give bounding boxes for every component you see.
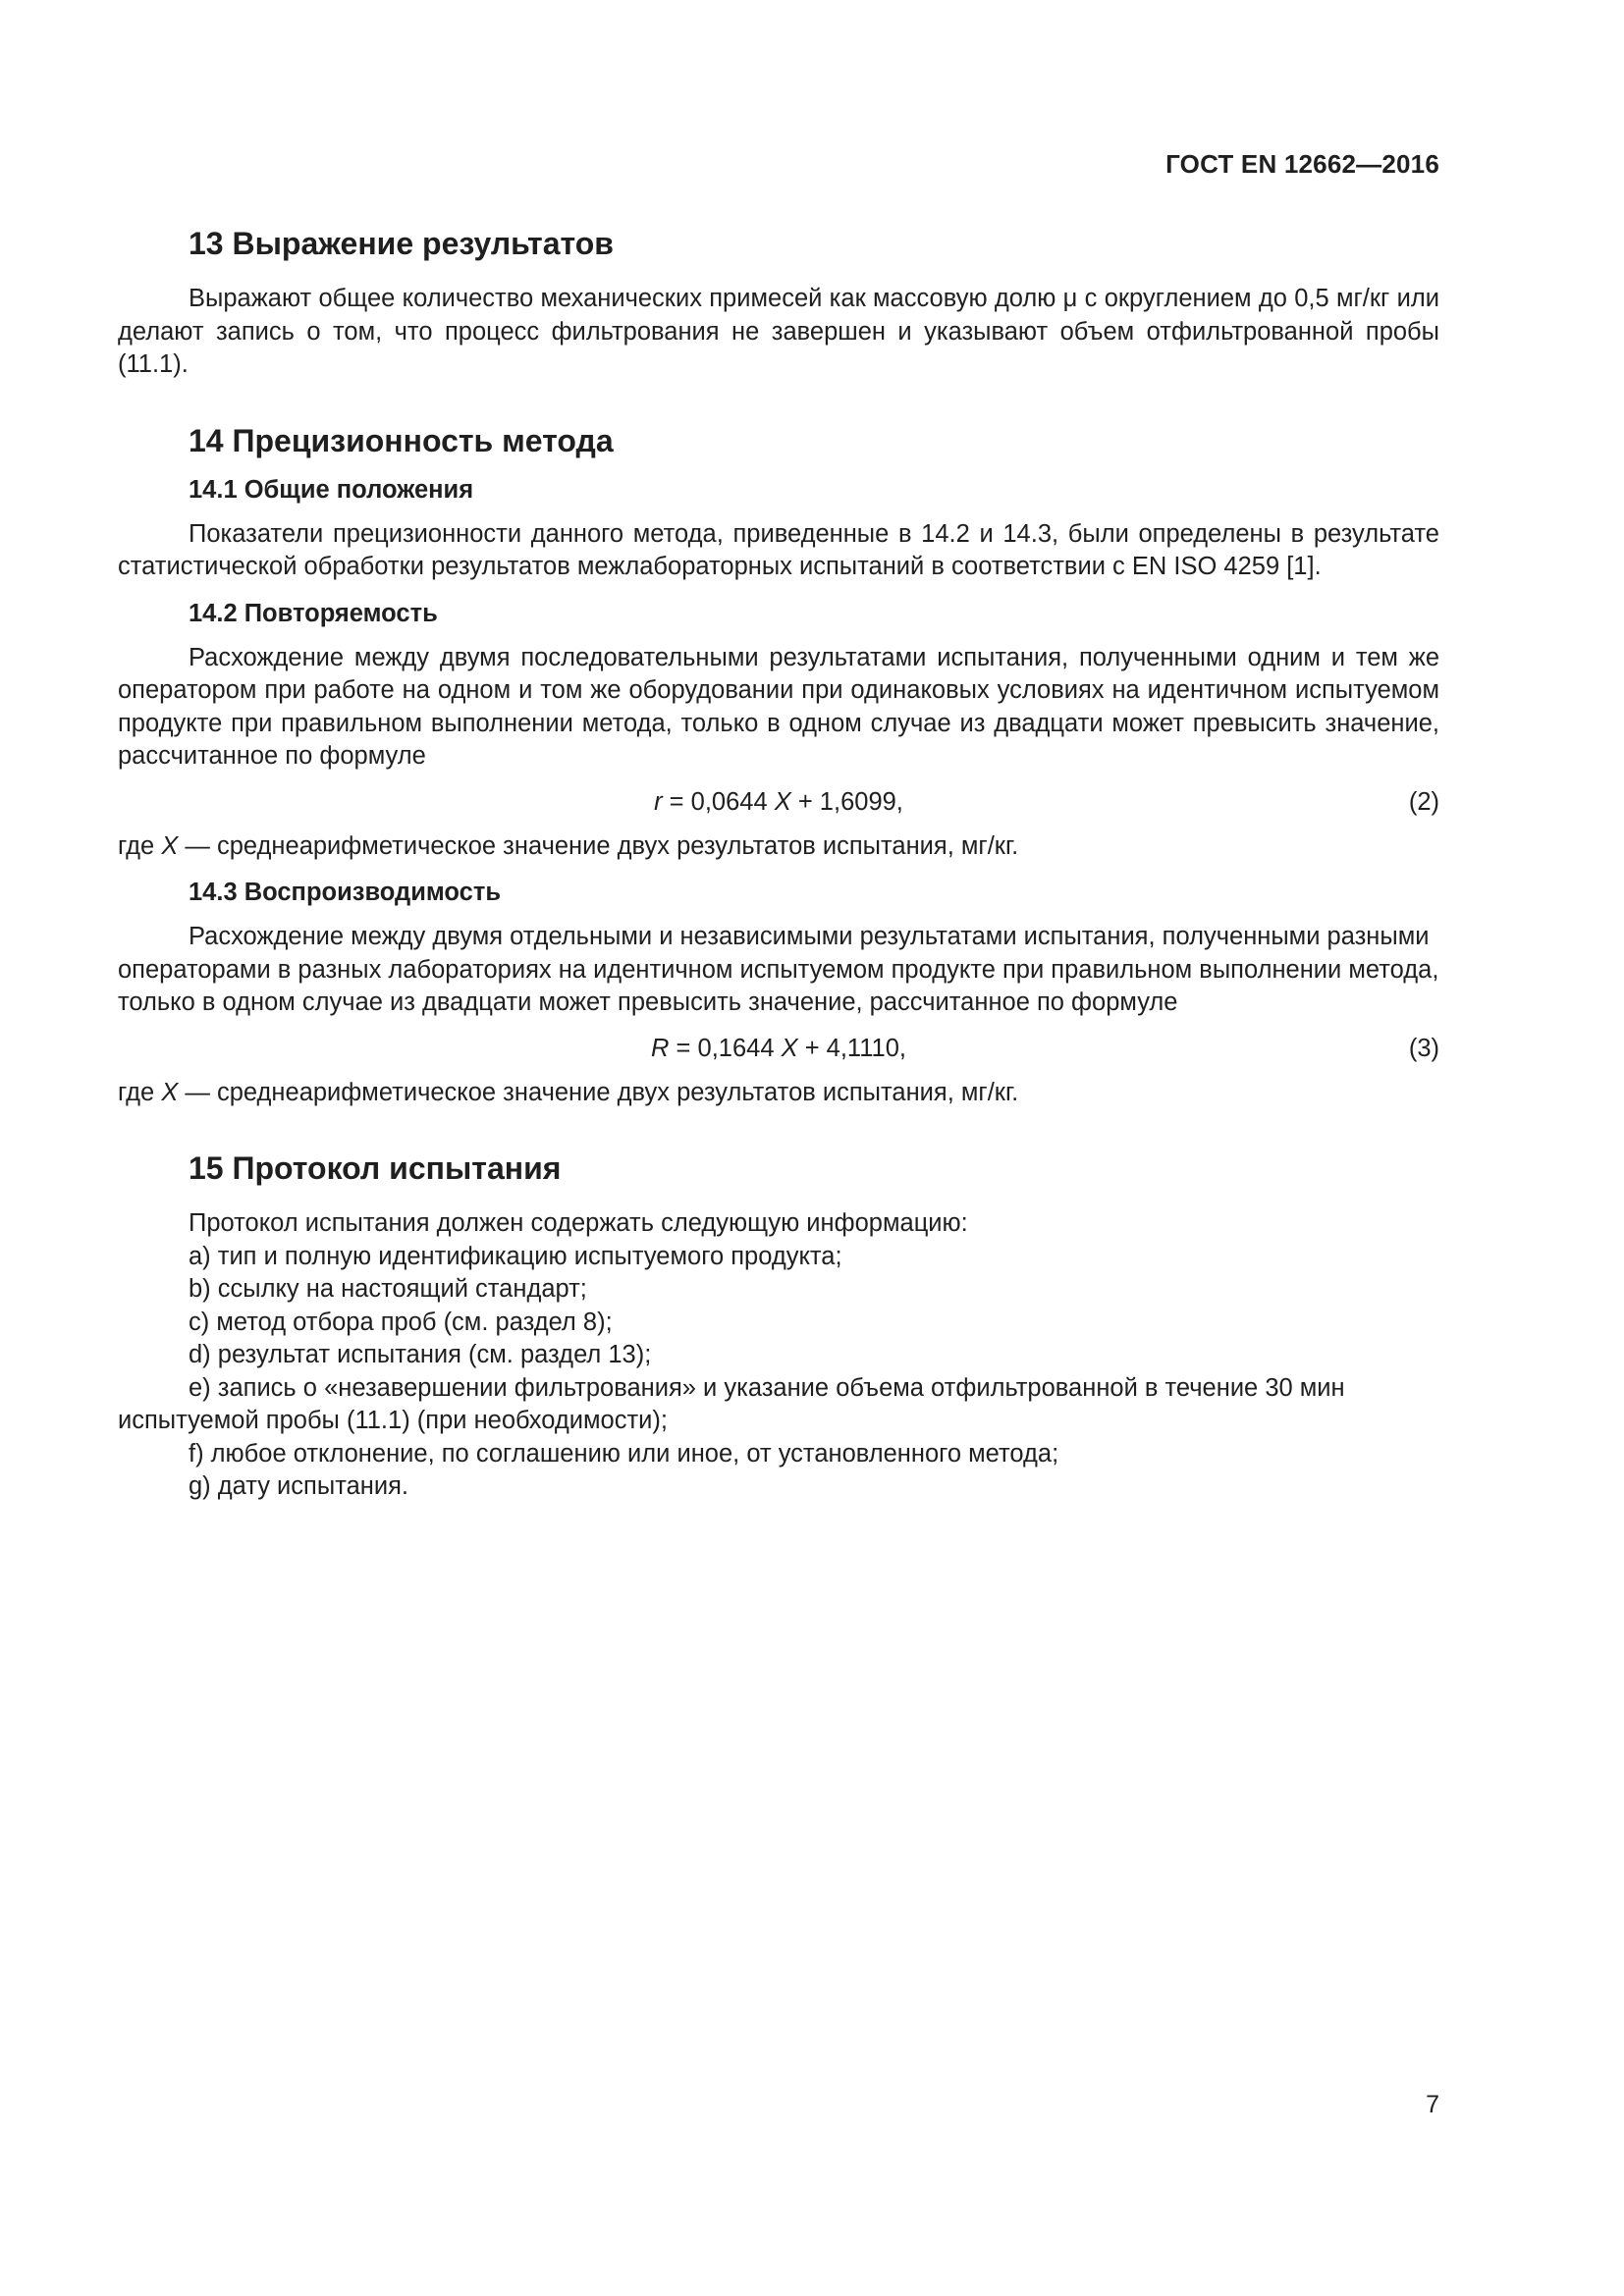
formula-reproducibility	[118, 1032, 1439, 1065]
section-14-heading: 14 Прецизионность метода	[189, 422, 614, 458]
list-item: a) тип и полную идентификацию испытуемого продукта;	[189, 1242, 842, 1270]
formula-repeatability	[118, 785, 1439, 819]
formula-where-clause: где X — среднеарифметическое значение двух результатов испытания, мг/кг.	[118, 1078, 1019, 1106]
list-item: g) дату испытания.	[189, 1472, 408, 1500]
page-number: 7	[1426, 2091, 1439, 2118]
section-13-heading: 13 Выражение результатов	[189, 226, 614, 261]
list-item: f) любое отклонение, по соглашению или иное, от установленного метода;	[189, 1439, 1059, 1468]
list-item: c) метод отбора проб (см. раздел 8);	[189, 1308, 613, 1336]
subsection-14-1-heading: 14.1 Общие положения	[189, 475, 474, 504]
list-item: e) запись о «незавершении фильтрования» и указание объема отфильтрованной в течение 30 мин испытуемой пробы (11.1) (при необходимости);	[118, 1373, 1345, 1434]
formula-number: (2)	[1408, 787, 1439, 816]
section-15-intro: Протокол испытания должен содержать следующую информацию:	[189, 1209, 968, 1237]
list-item: b) ссылку на настоящий стандарт;	[189, 1275, 587, 1303]
subsection-14-3-paragraph: Расхождение между двумя отдельными и независимыми результатами испытания, полученными разными операторами в разных лабораториях на идентичном испытуемом продукте при правильном выполнении метода, только в одном случае из двадцати может превысить значение, рассчитанное по формуле	[118, 923, 1439, 1016]
document-code: ГОСТ EN 12662—2016	[1165, 149, 1439, 179]
section-13-paragraph: Выражают общее количество механических примесей как массовую долю μ с округлением до 0,5 мг/кг или делают запись о том, что процесс фильтрования не завершен и указывают объем отфильтрованной пробы (11.1).	[118, 285, 1439, 378]
formula-expression: R = 0,1644 X + 4,1110,	[651, 1034, 906, 1062]
subsection-14-3-heading: 14.3 Воспроизводимость	[189, 879, 502, 906]
subsection-14-2-paragraph: Расхождение между двумя последовательными результатами испытания, полученными одним и тем же оператором при работе на одном и том же оборудовании при одинаковых условиях на идентичном испытуемом продукте при правильном выполнении метода, только в одном случае из двадцати может превысить значение, рассчитанное по формуле	[118, 643, 1439, 770]
formula-number: (3)	[1408, 1034, 1439, 1062]
formula-where-clause: где X — среднеарифметическое значение двух результатов испытания, мг/кг.	[118, 831, 1019, 860]
subsection-14-2-heading: 14.2 Повторяемость	[189, 599, 438, 627]
section-15-heading: 15 Протокол испытания	[189, 1150, 562, 1186]
subsection-14-1-paragraph: Показатели прецизионности данного метода, приведенные в 14.2 и 14.3, были определены в результате статистической обработки результатов межлабораторных испытаний в соответствии с EN ISO 4259 [1].	[118, 519, 1439, 580]
list-item: d) результат испытания (см. раздел 13);	[189, 1341, 652, 1368]
formula-expression: r = 0,0644 X + 1,6099,	[654, 787, 903, 816]
page-content	[118, 224, 1439, 1504]
